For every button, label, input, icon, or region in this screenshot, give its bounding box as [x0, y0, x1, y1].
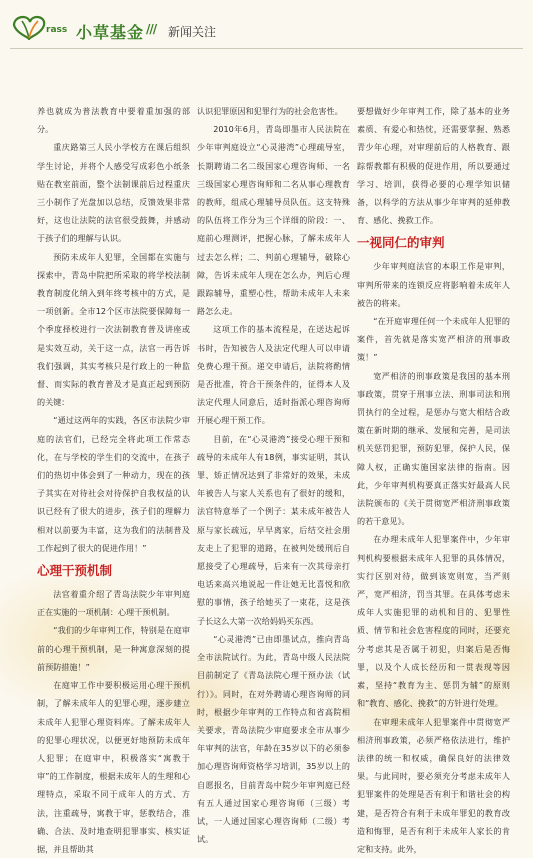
- paragraph: 在办理未成年人犯罪案件中，少年审判机构要根据未成年人犯罪的具体情况，实行区别对待，做到该宽则宽，当严则严，宽严相济，罚当其罪。在具体考虑未成年人实施犯罪的动机和目的、犯罪性质、情节和社会危害程度的同时，还要充分考虑其是否属于初犯，归案后是否悔罪，以及个人成长经历和一贯表现等因素，坚持“教育为主、惩罚为辅”的原则和“教育、感化、挽救”的方针进行处理。: [357, 530, 510, 712]
- paragraph: 在审理未成年人犯罪案件中贯彻宽严相济刑事政策，必须严格依法进行，维护法律的统一和权威，确保良好的法律效果。与此同时，要必须充分考虑未成年人犯罪案件的处理是否有利于和谐社会的构建，是否符合有利于未成年罪犯的教育改造和悔罪，是否有利于未成年人家长的肯定和支持。此外，: [357, 713, 510, 858]
- paragraph: 预防未成年人犯罪，全国都在实施与探索中，青岛中院把所采取的将学校法制教育制度化纳入到年终考核中的方式，是一项创新。全市12个区市法院要保障每一个季度择校进行一次法制教育普及讲座或是实效互动，关于这一点，法官一再告诉我们强调，其实考核只是行政上的一种监督、而实际的教育普及才是真正起到预防的关键：: [37, 248, 190, 412]
- header-divider: [10, 48, 523, 49]
- page-header: [0, 0, 533, 58]
- quote-paragraph: “通过这两年的实践，各区市法院少审庭的法官们，已经完全将此项工作常态化，在与学校的学生们的交流中，在孩子们的热切中体会到了一种动力，现在的孩子其实在对待社会对待保护自我权益的认识已经有了很大的进步，孩子们的理解力相对以前要为丰富，这为我们的法制普及工作起到了很大的促进作用！”: [37, 411, 190, 557]
- paragraph: 重庆路第三人民小学校方在课后组织学生讨论，并将个人感受写成彩色小纸条贴在教室前面，整个法制课前后过程重庆三小制作了光盘加以总结，反馈效果非常好，这也让法院的法官很受鼓舞，并感动于孩子们的理解与认识。: [37, 138, 190, 247]
- brand-name: 小草基金: [76, 20, 144, 43]
- paragraph: 要想做好少年审判工作，除了基本的业务素质、有爱心和热忱，还需要掌握、熟悉青少年心理，对审理前后的人格教育、跟踪帮教都有积极的促进作用，所以要通过学习、培训，获得必要的心理学知识储备，以科学的方法从事少年审判的延伸教育、感化、挽救工作。: [357, 102, 510, 229]
- paragraph: 2010年6月，青岛即墨市人民法院在少年审判庭设立“心灵港湾”心理疏导室，长期聘请二名二级国家心理咨询师、一名三级国家心理咨询师和二名从事心理教育的教师，组成心理辅导员队伍。这支特殊的队伍将工作分为三个详细的阶段：一、庭前心理测评，把握心脉，了解未成年人过去怎么样；二、判前心理辅导，破除心障，告诉未成年人现在怎么办，判后心理跟踪辅导，重塑心性，帮助未成年人未来路怎么走。: [197, 120, 350, 320]
- section-title: 新闻关注: [168, 23, 216, 40]
- paragraph: 宽严相济的刑事政策是我国的基本刑事政策，贯穿于刑事立法、刑事司法和刑罚执行的全过程，是惩办与宽大相结合政策在新时期的继承、发展和完善，是司法机关惩罚犯罪，预防犯罪，保护人民，保障人权，正确实施国家法律的指南。因此，少年审判机构要真正落实好最高人民法院颁布的《关于贯彻宽严相济刑事政策的若干意见》。: [357, 367, 510, 531]
- paragraph: 少年审判庭法官的本职工作是审判，审判所带来的连锁反应将影响着未成年人被告的将来。: [357, 257, 510, 312]
- quote-paragraph: “心灵港湾”已由即墨试点，推向青岛全市法院试行。为此，青岛中级人民法院目前制定了《青岛法院心理干预办法（试行）》。同时，在对外聘请心理咨询师的同时，根据少年审判的工作特点和省高院相关要求，青岛法院少审庭要求全市从事少年审判的法官，年龄在35岁以下的必须参加心理咨询师资格学习培训，35岁以上的自愿报名，目前青岛中院少年审判庭已经有五人通过国家心理咨询师（三级）考试，一人通过国家心理咨询师（二级）考试。: [197, 630, 350, 848]
- article-column-3: [357, 102, 510, 858]
- section-heading-equal-trial: 一视同仁的审判: [357, 233, 510, 253]
- svg-text:rass: rass: [46, 25, 67, 35]
- paragraph: 这项工作的基本流程是，在送达起诉书时，告知被告人及法定代理人可以申请免费心理干预。递交申请后，法院将酌情是否批准，符合干预条件的，征得本人及法定代理人同意后，适时指派心理咨询师开展心理干预工作。: [197, 320, 350, 429]
- quote-paragraph: “我们的少年审判工作，特别是在庭审前的心理干预机制，是一种寓意深刻的提前预防措施！”: [37, 621, 190, 676]
- paragraph: 养也就成为普法教育中要着重加强的部分。: [37, 102, 190, 138]
- paragraph: 法官着重介绍了青岛法院少年审判庭正在实施的一项机制：心理干预机制。: [37, 585, 190, 621]
- section-heading-psych-intervention: 心理干预机制: [37, 561, 190, 581]
- article-column-2: [197, 102, 350, 848]
- article-column-1: [37, 102, 190, 858]
- header-separator: ///: [146, 22, 156, 36]
- grass-heart-logo-icon: [10, 10, 72, 40]
- paragraph: 在庭审工作中要积极运用心理干预机制，了解未成年人的犯罪心理，逐步建立未成年人犯罪心理资料库。了解未成年人的犯罪心理状况，以便更好地预防未成年人犯罪；在庭审中，积极落实“寓教于审”的工作制度，根据未成年人的生理和心理特点，采取不同于成年人的方式、方法，注重疏导，寓教于审，惩教结合，准确、合法、及时地查明犯罪事实、核实证据，并且帮助其: [37, 676, 190, 858]
- paragraph: 认识犯罪原因和犯罪行为的社会危害性。: [197, 102, 350, 120]
- quote-paragraph: “在开庭审理任何一个未成年人犯罪的案件，首先就是落实宽严相济的刑事政策！”: [357, 312, 510, 367]
- paragraph: 目前，在“心灵港湾”接受心理干预和疏导的未成年人有18例，事实证明，其认罪、矫正情况达到了非常好的效果，未成年被告人与家人关系也有了很好的缓和，法官特意举了一个例子：某未成年被告人原与家长疏远，早早离家，后结交社会朋友走上了犯罪的道路，在被判处缓刑后自愿接受了心理疏导，后来有一次其母亲打电话来高兴地说起一件让她无比喜悦和欣慰的事情，孩子给她买了一束花，这是孩子长这么大第一次给妈妈买东西。: [197, 430, 350, 630]
